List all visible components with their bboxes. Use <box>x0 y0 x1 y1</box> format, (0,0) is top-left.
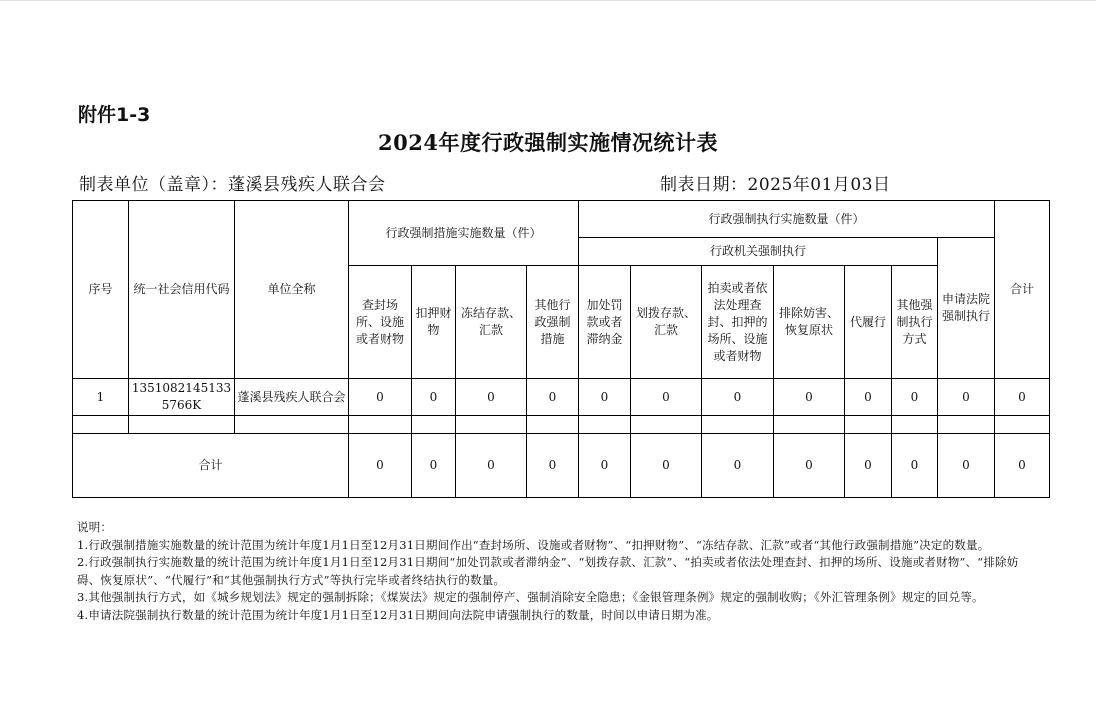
header-execution-group: 行政强制执行实施数量（件） <box>579 201 995 238</box>
total-row-label: 合计 <box>73 434 349 498</box>
header-penalty: 加处罚款或者滞纳金 <box>579 266 631 379</box>
total-row-value: 0 <box>995 434 1050 498</box>
header-transfer: 划拨存款、汇款 <box>631 266 702 379</box>
empty-cell <box>412 416 456 434</box>
preparing-date: 制表日期：2025年01月03日 <box>660 175 891 195</box>
header-other-measures: 其他行政强制措施 <box>527 266 579 379</box>
attachment-label: 附件1-3 <box>78 104 151 126</box>
header-seize: 扣押财物 <box>412 266 456 379</box>
empty-cell <box>938 416 995 434</box>
empty-cell <box>702 416 774 434</box>
empty-cell <box>129 416 235 434</box>
total-row-value: 0 <box>349 434 412 498</box>
empty-cell <box>235 416 349 434</box>
empty-cell <box>892 416 938 434</box>
total-row-value: 0 <box>527 434 579 498</box>
header-total: 合计 <box>995 201 1050 379</box>
header-freeze: 冻结存款、汇款 <box>456 266 527 379</box>
row1-value: 0 <box>774 379 845 416</box>
notes-heading: 说明： <box>77 520 113 534</box>
row1-value: 0 <box>995 379 1050 416</box>
note-item: 2.行政强制执行实施数量的统计范围为统计年度1月1日至12月31日期间“加处罚款或者滞纳金”、“划拨存款、汇款”、“拍卖或者依法处理查封、扣押的场所、设施或者财物”、“排除妨碍、恢复原状”、“代履行”和“其他强制执行方式”等执行完毕或者终结执行的数量。 <box>77 555 1019 587</box>
row1-seq: 1 <box>73 379 129 416</box>
row1-value: 0 <box>892 379 938 416</box>
empty-cell <box>774 416 845 434</box>
header-other-exec: 其他强制执行方式 <box>892 266 938 379</box>
empty-cell <box>527 416 579 434</box>
total-row-value: 0 <box>938 434 995 498</box>
empty-cell <box>579 416 631 434</box>
row1-value: 0 <box>527 379 579 416</box>
row1-value: 0 <box>845 379 892 416</box>
note-item: 4.申请法院强制执行数量的统计范围为统计年度1月1日至12月31日期间向法院申请强制执行的数量，时间以申请日期为准。 <box>77 607 719 622</box>
note-item: 3.其他强制执行方式，如《城乡规划法》规定的强制拆除；《煤炭法》规定的强制停产、强制消除安全隐患；《金银管理条例》规定的强制收购；《外汇管理条例》规定的回兑等。 <box>77 590 984 604</box>
statistics-table <box>72 200 1050 498</box>
row1-value: 0 <box>579 379 631 416</box>
header-court: 申请法院强制执行 <box>938 238 995 379</box>
row1-value: 0 <box>938 379 995 416</box>
row1-unit-name: 蓬溪县残疾人联合会 <box>235 379 349 416</box>
note-item: 1.行政强制措施实施数量的统计范围为统计年度1月1日至12月31日期间作出“查封场所、设施或者财物”、“扣押财物”、“冻结存款、汇款”或者“其他行政强制措施”决定的数量。 <box>77 537 990 552</box>
empty-cell <box>73 416 129 434</box>
row1-credit-code: 13510821451335766K <box>129 379 235 416</box>
header-remove: 排除妨害、恢复原状 <box>774 266 845 379</box>
total-row-value: 0 <box>412 434 456 498</box>
header-unit-name: 单位全称 <box>235 201 349 379</box>
row1-value: 0 <box>456 379 527 416</box>
header-seal: 查封场所、设施或者财物 <box>349 266 412 379</box>
total-row-value: 0 <box>774 434 845 498</box>
row1-value: 0 <box>349 379 412 416</box>
header-admin-execution-group: 行政机关强制执行 <box>579 238 938 266</box>
row1-value: 0 <box>702 379 774 416</box>
total-row-value: 0 <box>579 434 631 498</box>
row1-value: 0 <box>631 379 702 416</box>
header-credit-code: 统一社会信用代码 <box>129 201 235 379</box>
header-substitute: 代履行 <box>845 266 892 379</box>
total-row-value: 0 <box>892 434 938 498</box>
empty-cell <box>845 416 892 434</box>
empty-cell <box>456 416 527 434</box>
page-title: 2024年度行政强制实施情况统计表 <box>378 130 718 155</box>
total-row-value: 0 <box>702 434 774 498</box>
empty-cell <box>631 416 702 434</box>
top-rule <box>0 0 1096 1</box>
total-row-value: 0 <box>845 434 892 498</box>
empty-cell <box>349 416 412 434</box>
header-seq: 序号 <box>73 201 129 379</box>
preparing-unit: 制表单位（盖章）：蓬溪县残疾人联合会 <box>79 175 386 195</box>
header-auction: 拍卖或者依法处理查封、扣押的场所、设施或者财物 <box>702 266 774 379</box>
header-measures-group: 行政强制措施实施数量（件） <box>349 201 579 266</box>
empty-cell <box>995 416 1050 434</box>
total-row-value: 0 <box>631 434 702 498</box>
row1-value: 0 <box>412 379 456 416</box>
total-row-value: 0 <box>456 434 527 498</box>
notes <box>77 519 1037 624</box>
